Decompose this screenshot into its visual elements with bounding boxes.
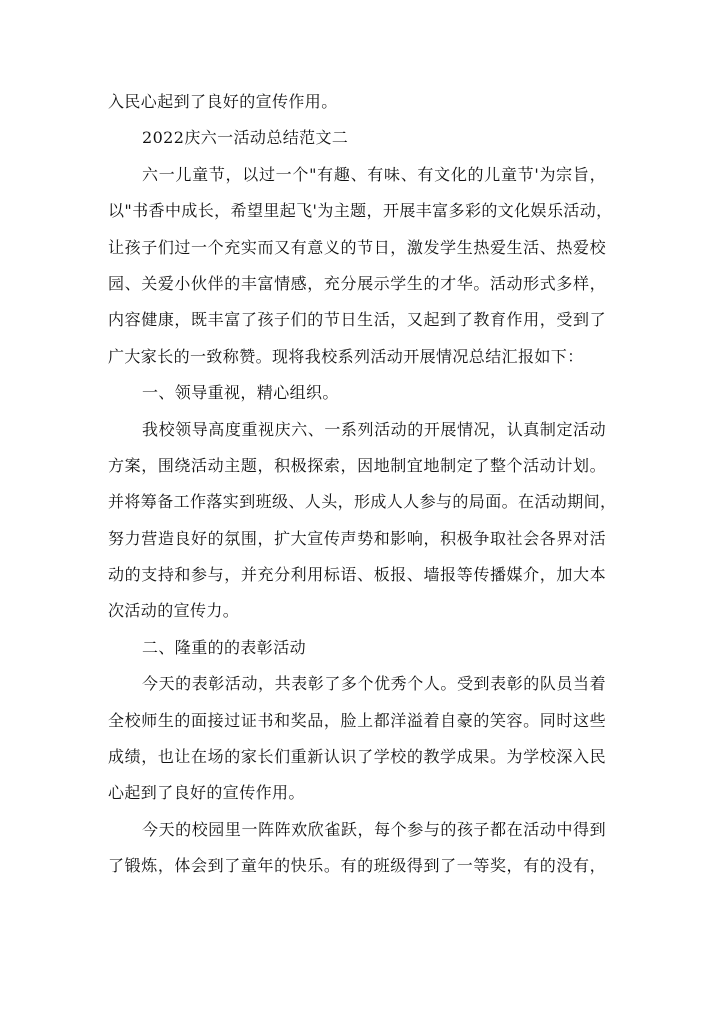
- text-line-1: 入民心起到了良好的宣传作用。: [108, 92, 338, 111]
- text-line-20: 心起到了良好的宣传作用。: [108, 783, 305, 803]
- text-line-13: 努力营造良好的氛围，扩大宣传声势和影响，积极争取社会各界对活: [108, 528, 606, 548]
- text-line-10: 我校领导高度重视庆六、一系列活动的开展情况，认真制定活动: [142, 419, 606, 439]
- document-page: [108, 84, 617, 885]
- text-line-17: 今天的表彰活动，共表彰了多个优秀个人。受到表彰的队员当着: [142, 674, 606, 694]
- section-title: 2022庆六一活动总结范文二: [142, 128, 349, 148]
- text-line-3: 六一儿童节，以过一个"有趣、有味、有文化的儿童节'为宗旨，: [142, 164, 606, 184]
- text-line-22: 了锻炼，体会到了童年的快乐。有的班级得到了一等奖，有的没有，: [108, 856, 606, 876]
- text-line-12: 并将筹备工作落实到班级、人头，形成人人参与的局面。在活动期间，: [108, 492, 617, 512]
- text-line-7: 内容健康，既丰富了孩子们的节日生活，又起到了教育作用，受到了: [108, 310, 606, 330]
- text-line-5: 让孩子们过一个充实而又有意义的节日，激发学生热爱生活、热爱校: [108, 237, 606, 257]
- subheading-2: 二、隆重的的表彰活动: [142, 637, 307, 657]
- text-line-14: 动的支持和参与，并充分利用标语、板报、墙报等传播媒介，加大本: [108, 565, 606, 585]
- text-line-18: 全校师生的面接过证书和奖品，脸上都洋溢着自豪的笑容。同时这些: [108, 710, 606, 730]
- text-line-15: 次活动的宣传力。: [108, 601, 240, 621]
- text-line-19: 成绩，也让在场的家长们重新认识了学校的教学成果。为学校深入民: [108, 747, 606, 767]
- text-line-4: 以"书香中成长，希望里起飞'为主题，开展丰富多彩的文化娱乐活动，: [108, 201, 613, 221]
- text-line-11: 方案，围绕活动主题，积极探索，因地制宜地制定了整个活动计划。: [108, 455, 606, 475]
- text-line-8: 广大家长的一致称赞。现将我校系列活动开展情况总结汇报如下：: [108, 346, 584, 366]
- subheading-1: 一、领导重视，精心组织。: [142, 383, 339, 403]
- text-line-21: 今天的校园里一阵阵欢欣雀跃，每个参与的孩子都在活动中得到: [142, 819, 606, 839]
- text-line-6: 园、关爱小伙伴的丰富情感，充分展示学生的才华。活动形式多样，: [108, 273, 606, 293]
